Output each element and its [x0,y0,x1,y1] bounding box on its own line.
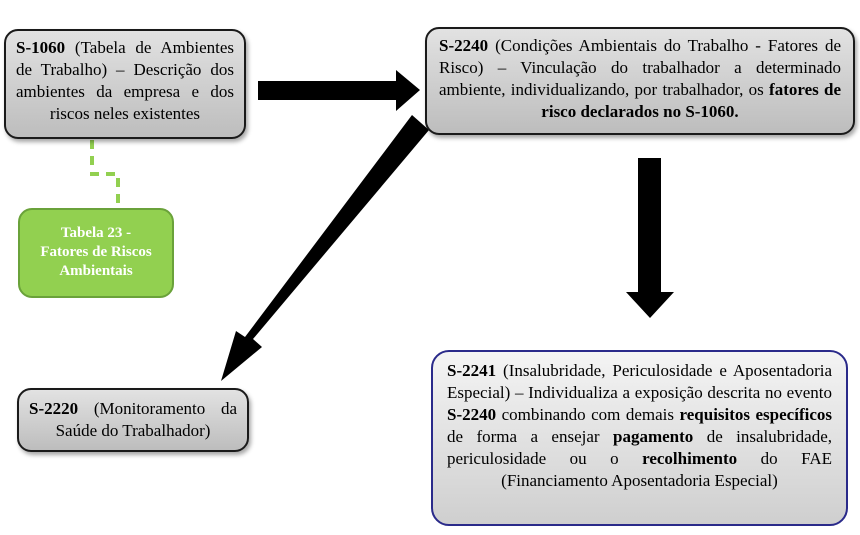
s2240-text: (Condições Ambientais do Trabalho - Fatores de Risco) – Vinculação do trabalhador a determinado ambiente, individualizando, por trabalhador, os [439,36,841,99]
s2241-text-3: de forma a ensejar [447,427,613,446]
dashed-connector [92,140,118,208]
s2241-box [431,350,848,526]
s2241-bold-pagamento: pagamento [613,427,694,446]
s2240-bold-end: fatores de risco declarados no S-1060. [541,80,841,121]
s2241-text-5: do FAE (Financiamento Aposentadoria Especial) [501,449,832,490]
tabela23-line1: Tabela 23 - [60,225,132,241]
s2220-code: S-2220 [29,399,79,418]
tabela23-box [18,208,174,298]
s2241-code-ref: S-2240 [447,405,497,424]
s2240-code: S-2240 [439,36,489,55]
s2241-bold-requisitos: requisitos específicos [679,405,832,424]
s2241-code: S-2241 [447,361,497,380]
s2241-text-4: de insalubridade, periculosidade ou o [447,427,832,468]
arrow-right [258,70,420,111]
s2241-bold-recolhimento: recolhimento [642,449,738,468]
s2240-box [425,27,855,135]
arrow-diagonal [221,115,429,381]
s2241-text-2: combinando com demais [496,405,680,424]
s2241-text-1: (Insalubridade, Periculosidade e Aposentadoria Especial) – Individualiza a exposição descrita no evento [447,361,832,402]
tabela23-line2: Fatores de Riscos [40,244,152,260]
s1060-text: (Tabela de Ambientes de Trabalho) – Descrição dos ambientes da empresa e dos riscos neles existentes [16,38,234,123]
arrow-down [626,158,674,318]
tabela23-line3: Ambientais [59,263,133,279]
s1060-box [4,29,246,139]
s1060-code: S-1060 [16,38,66,57]
s2220-box [17,388,249,452]
s2220-text: (Monitoramento da Saúde do Trabalhador) [55,399,237,440]
